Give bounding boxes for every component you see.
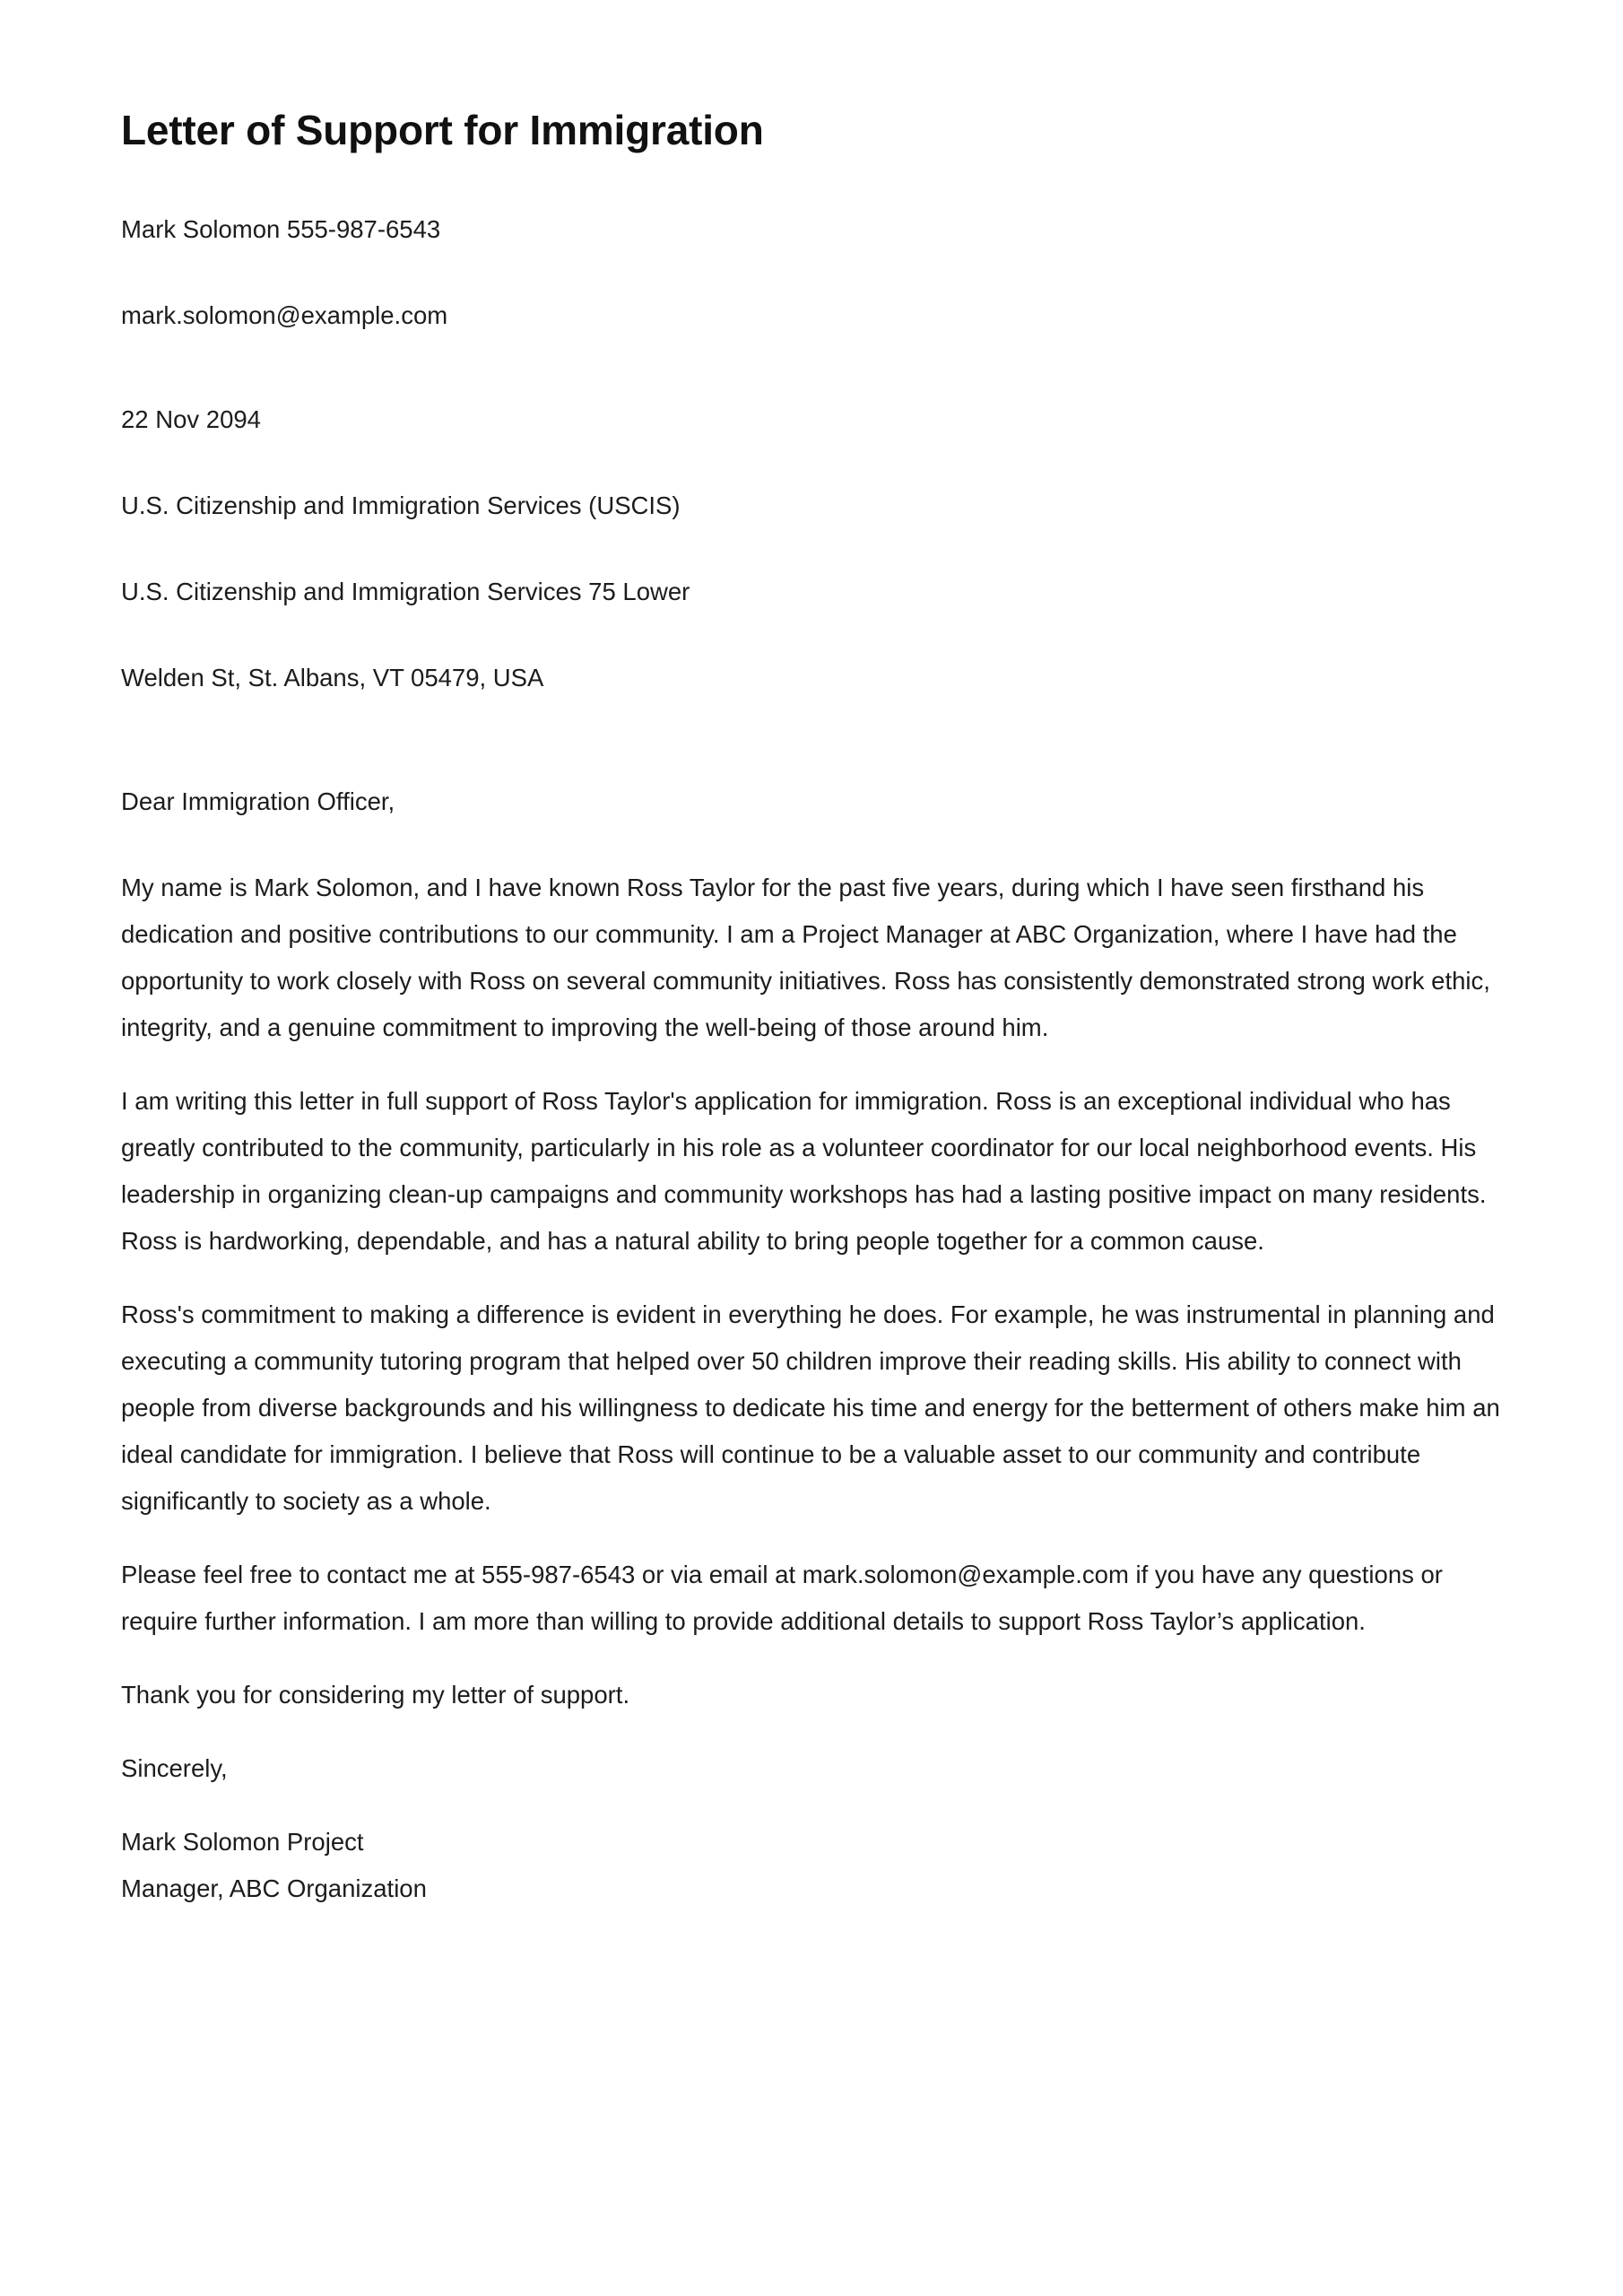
salutation: Dear Immigration Officer,	[121, 787, 395, 816]
body-paragraph-1: My name is Mark Solomon, and I have known Ross Taylor for the past five years, during which I have seen firsthand his dedication and positive contributions to our community. I am a Project Manager at ABC Organization, where I have had the opportunity to work closely with Ross on several community initiatives. Ross has consistently demonstrated strong work ethic, integrity, and a genuine commitment to improving the well-being of those around him.	[121, 874, 1490, 1042]
letter-body	[121, 106, 1502, 1912]
page-title: Letter of Support for Immigration	[121, 107, 764, 153]
recipient-line-1: U.S. Citizenship and Immigration Services (USCIS)	[121, 491, 681, 520]
signature-name-line: Mark Solomon Project	[121, 1828, 364, 1857]
body-paragraph-3: Ross's commitment to making a difference is evident in everything he does. For example, he was instrumental in planning and executing a community tutoring program that helped over 50 children improve their reading skills. His ability to connect with people from diverse backgrounds and his willingness to dedicate his time and energy for the betterment of others make him an ideal candidate for immigration. I believe that Ross will continue to be a valuable asset to our community and contribute significantly to society as a whole.	[121, 1300, 1500, 1516]
recipient-line-2: U.S. Citizenship and Immigration Services 75 Lower	[121, 578, 690, 606]
letter-date-block	[121, 396, 1502, 443]
signature-title-line: Manager, ABC Organization	[121, 1874, 427, 1903]
recipient-line-2-block	[121, 569, 1502, 615]
sender-email-block	[121, 292, 1502, 339]
recipient-line-1-block	[121, 483, 1502, 529]
closing-salutation: Sincerely,	[121, 1754, 228, 1783]
body-paragraph-contact: Please feel free to contact me at 555-987-6543 or via email at mark.solomon@example.com if you have any questions or require further information. I am more than willing to provide additional details to support Ross Taylor’s application.	[121, 1561, 1443, 1636]
body-paragraph-thanks: Thank you for considering my letter of support.	[121, 1681, 630, 1709]
body-paragraph-2: I am writing this letter in full support of Ross Taylor's application for immigration. Ross is an exceptional individual who has greatly contributed to the community, particularly in his role as a volunteer coordinator for our local neighborhood events. His leadership in organizing clean-up campaigns and community workshops has had a lasting positive impact on many residents. Ross is hardworking, dependable, and has a natural ability to bring people together for a common cause.	[121, 1087, 1487, 1256]
sender-name-phone: Mark Solomon 555-987-6543	[121, 215, 441, 244]
recipient-line-3: Welden St, St. Albans, VT 05479, USA	[121, 664, 544, 692]
signature-block	[121, 1819, 1502, 1912]
letter-date: 22 Nov 2094	[121, 405, 261, 434]
spacer-after-sender	[121, 378, 1502, 396]
spacer-before-salutation	[121, 741, 1502, 778]
sender-name-phone-block	[121, 206, 1502, 253]
sender-email: mark.solomon@example.com	[121, 301, 448, 330]
recipient-line-3-block	[121, 655, 1502, 701]
